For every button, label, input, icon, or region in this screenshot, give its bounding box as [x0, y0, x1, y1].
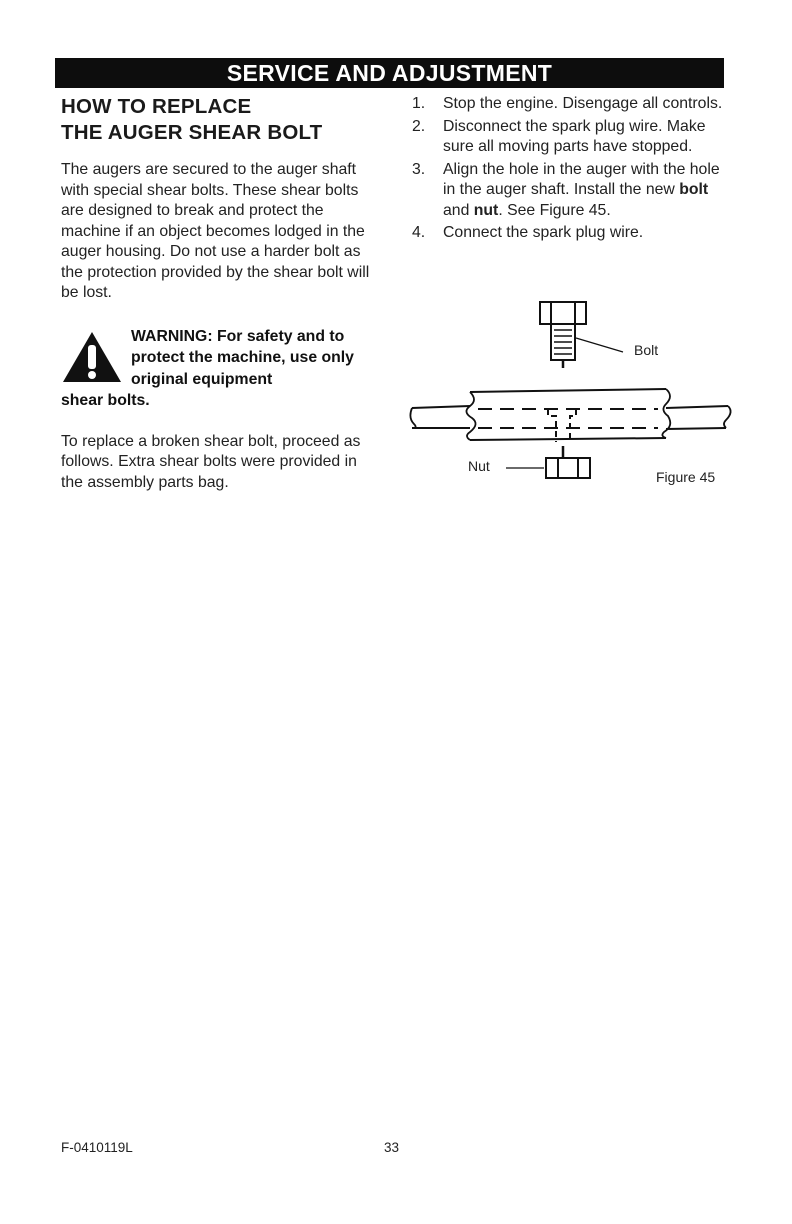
steps-list [412, 94, 734, 244]
step-text: Stop the engine. Disengage all controls. [443, 95, 723, 112]
section-banner: SERVICE AND ADJUSTMENT [55, 58, 724, 88]
step-item [412, 160, 734, 222]
step-bold-nut: nut [473, 201, 499, 219]
step-bold-bolt: bolt [679, 181, 709, 198]
page-number: 33 [384, 1140, 400, 1155]
figure-caption: Figure 45 [656, 469, 716, 485]
warning-text-tail: shear bolts. [61, 392, 150, 409]
step-item [412, 223, 734, 244]
step-number: 3. [412, 160, 426, 178]
step-text-part: and [443, 201, 474, 219]
step-number: 1. [412, 95, 426, 112]
left-column [61, 94, 381, 493]
step-number: 2. [412, 117, 426, 135]
right-column [412, 94, 734, 246]
step-item [412, 94, 734, 115]
step-text [443, 161, 720, 219]
document-code: F-0410119L [61, 1140, 133, 1155]
step-text-part: . See Figure 45. [498, 201, 611, 219]
figure-45 [408, 296, 738, 496]
step-text: Connect the spark plug wire. [443, 224, 644, 241]
warning-triangle-icon [61, 330, 123, 384]
heading-line-2: THE AUGER SHEAR BOLT [61, 121, 323, 144]
shear-bolt-diagram [408, 296, 738, 496]
step-text: Disconnect the spark plug wire. Make sure all moving parts have stopped. [443, 117, 706, 155]
step-text-part: Align the hole in the auger with the hole in the auger shaft. Install the new [443, 160, 720, 198]
nut-label: Nut [468, 458, 490, 474]
outro-paragraph: To replace a broken shear bolt, proceed as follows. Extra shear bolts were provided in the assembly parts bag. [61, 432, 361, 491]
warning-text: WARNING: For safety and to protect the machine, use only original equipment [131, 327, 354, 388]
warning-block [61, 326, 381, 416]
heading-line-1: HOW TO REPLACE [61, 95, 252, 118]
step-item [412, 117, 734, 158]
bolt-label: Bolt [634, 342, 659, 358]
step-number: 4. [412, 224, 426, 241]
intro-paragraph: The augers are secured to the auger shaft with special shear bolts. These shear bolts are designed to break and protect the machine if an object becomes lodged in the auger housing. Do not use a harder bolt as the protection provided by the shear bolt will be lost. [61, 161, 370, 301]
section-heading [61, 94, 381, 146]
